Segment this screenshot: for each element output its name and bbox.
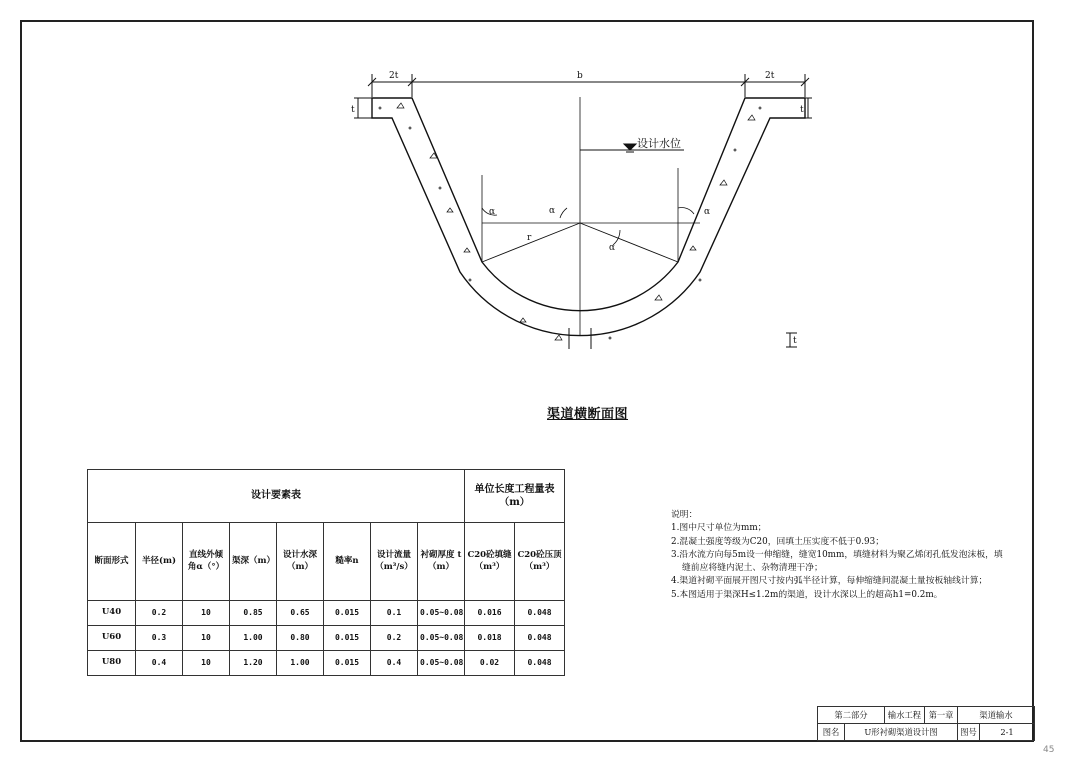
drawing-caption: 渠道横断面图 [547,407,629,422]
note-item: 3.沿水流方向每5m设一伸缩缝，缝宽10mm，填缝材料为聚乙烯闭孔低发泡沫板，填 [671,549,1003,560]
column-header: 设计水深（m） [277,523,324,601]
dim-label-right-2t: 2t [765,71,775,81]
dim-label-b: b [577,71,583,81]
table-cell: 1.20 [230,651,277,676]
table-cell: 0.05~0.08 [418,651,465,676]
title-block [817,706,1035,741]
note-item: 4.渠道衬砌平面展开图尺寸按内弧半径计算，每伸缩缝间混凝土量按板轴线计算； [671,576,988,587]
column-header: 糙率n [324,523,371,601]
table-cell: 0.05~0.08 [418,626,465,651]
alpha-arc-right [678,208,694,214]
table-cell: 0.05~0.08 [418,601,465,626]
note-item: 2.混凝土强度等级为C20，回填土压实度不低于0.93； [671,536,885,547]
drawing-number-label: 图号 [958,724,980,741]
table-cell: 0.016 [465,601,515,626]
alpha-label-right: α [704,207,711,217]
drawing-name: U形衬砌渠道设计图 [845,724,958,741]
table-cell: 1.00 [230,626,277,651]
table-cell: 0.2 [136,601,183,626]
table-cell: 0.015 [324,651,371,676]
thickness-label: t [793,336,797,346]
table-row [88,651,565,676]
notes-title: 说明： [671,510,698,520]
table-cell: 0.2 [371,626,418,651]
table-cell: 0.1 [371,601,418,626]
alpha-arc-mid-left [560,208,567,218]
note-item-continued: 缝前应将缝内泥土、杂物清理干净； [682,563,823,574]
radius-line-right [580,223,678,262]
drawing-number: 2-1 [980,724,1035,741]
table-cell: U40 [88,601,136,626]
table-cell: 0.015 [324,601,371,626]
table-cell: 0.4 [371,651,418,676]
table-cell: 0.80 [277,626,324,651]
table-cell: 0.018 [465,626,515,651]
dim-label-left-t: t [351,105,355,115]
note-item: 5.本图适用于渠深H≤1.2m的渠道，设计水深以上的超高h1=0.2m。 [671,589,943,600]
column-header: 衬砌厚度 t（m） [418,523,465,601]
table-cell: 10 [183,601,230,626]
water-level-icon [624,144,636,150]
column-header: 断面形式 [88,523,136,601]
table-cell: 0.015 [324,626,371,651]
design-table-group-header: 设计要素表 [88,470,465,523]
table-cell: 10 [183,651,230,676]
table-cell: 0.65 [277,601,324,626]
table-cell: 0.048 [515,651,565,676]
note-item: 1.图中尺寸单位为mm； [671,523,767,534]
table-cell: U80 [88,651,136,676]
title-block-project: 输水工程 [885,707,925,724]
table-cell: 10 [183,626,230,651]
design-notes [671,509,1031,602]
table-cell: 0.02 [465,651,515,676]
title-block-chapter: 第一章 [925,707,958,724]
table-cell: 1.00 [277,651,324,676]
table-cell: 0.85 [230,601,277,626]
dim-label-left-2t: 2t [389,71,399,81]
table-row [88,601,565,626]
column-header: 设计流量（m³/s） [371,523,418,601]
dim-label-right-t: t [800,105,804,115]
column-header: C20砼填缝（m³） [465,523,515,601]
title-block-part: 第二部分 [818,707,885,724]
alpha-label-left: α [489,207,496,217]
radius-label: r [527,233,532,243]
table-cell: U60 [88,626,136,651]
table-cell: 0.048 [515,601,565,626]
column-header: 渠深（m） [230,523,277,601]
u-channel-lining [372,98,805,336]
table-row [88,626,565,651]
alpha-label-mid-left: α [549,206,556,216]
design-parameters-table [87,469,565,676]
table-cell: 0.048 [515,626,565,651]
water-level-label: 设计水位 [637,137,681,150]
table-cell: 0.4 [136,651,183,676]
table-cell: 0.3 [136,626,183,651]
column-header: 直线外倾角α（°） [183,523,230,601]
page-number: 45 [1043,745,1055,755]
column-header: 半径(m) [136,523,183,601]
column-header: C20砼压顶（m³） [515,523,565,601]
drawing-name-label: 图名 [818,724,845,741]
alpha-label-mid-right: α [609,243,616,253]
quantity-table-group-header: 单位长度工程量表（m） [465,470,565,523]
title-block-section: 渠道输水 [958,707,1035,724]
